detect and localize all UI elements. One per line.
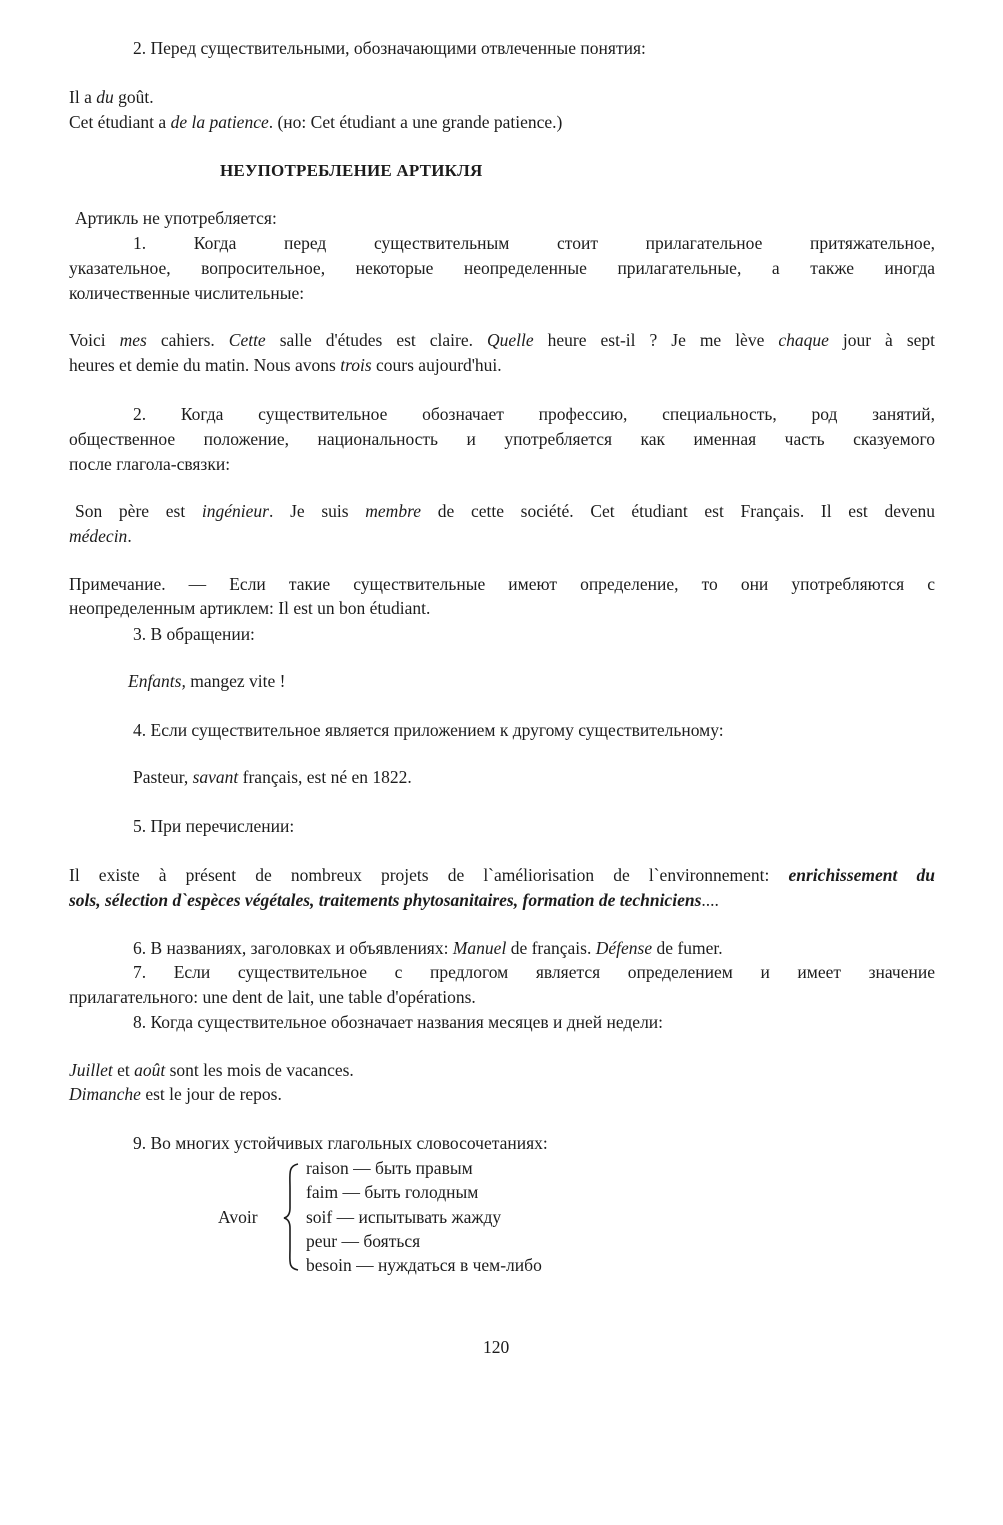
rule-2-line: 2. Когда существительное обозначает профессию, специальность, род занятий, — [133, 404, 935, 424]
example-line: Enfants, mangez vite ! — [128, 671, 286, 691]
rule-2-line: общественное положение, национальность и употребляется как именная часть сказуемого — [69, 429, 935, 449]
rule-3-heading: 3. В обращении: — [133, 624, 255, 644]
example-line: Il a du goût. — [69, 87, 154, 107]
intro-text: Артикль не употребляется: — [75, 208, 277, 228]
rule-1-line: указательное, вопросительное, некоторые неопределенные прилагательные, а также иногда — [69, 258, 935, 278]
rule-8-heading: 8. Когда существительное обозначает названия месяцев и дней недели: — [133, 1012, 664, 1032]
phrase-item: raison — быть правым — [306, 1158, 473, 1178]
phrase-item: peur — бояться — [306, 1231, 421, 1251]
example-line: Voici mes cahiers. Cette salle d'études est claire. Quelle heure est-il ? Je me lève chaque jour à sept — [69, 330, 936, 350]
example-line: Il existe à présent de nombreux projets de l`améliorisation de l`environnement: enrichissement du — [69, 865, 935, 885]
example-line: médecin. — [69, 526, 132, 546]
phrase-item: besoin — нуждаться в чем-либо — [306, 1255, 542, 1275]
example-line: sols, sélection d`espèces végétales, traitements phytosanitaires, formation de techniciens.... — [69, 890, 719, 910]
section-title: НЕУПОТРЕБЛЕНИЕ АРТИКЛЯ — [220, 161, 483, 180]
curly-brace-icon — [282, 1162, 302, 1272]
rule-4-heading: 4. Если существительное является приложением к другому существительному: — [133, 720, 724, 740]
rule-9-heading: 9. Во многих устойчивых глагольных словосочетаниях: — [133, 1133, 548, 1153]
phrase-item: soif — испытывать жажду — [306, 1207, 502, 1227]
verb-label: Avoir — [218, 1207, 258, 1227]
note-line: неопределенным артиклем: Il est un bon étudiant. — [69, 598, 431, 618]
example-line: Cet étudiant a de la patience. (но: Cet étudiant a une grande patience.) — [69, 112, 563, 132]
rule-5-heading: 5. При перечислении: — [133, 816, 295, 836]
rule-6-line: 6. В названиях, заголовках и объявлениях: Manuel de français. Défense de fumer. — [133, 938, 723, 958]
rule-7-line: прилагательного: une dent de lait, une table d'opérations. — [69, 987, 476, 1007]
rule-7-line: 7. Если существительное с предлогом является определением и имеет значение — [133, 962, 935, 982]
example-line: Juillet et août sont les mois de vacances. — [69, 1060, 354, 1080]
page-number: 120 — [483, 1337, 510, 1357]
example-line: Dimanche est le jour de repos. — [69, 1084, 282, 1104]
example-line: Pasteur, savant français, est né en 1822. — [133, 767, 412, 787]
example-line: heures et demie du matin. Nous avons trois cours aujourd'hui. — [69, 355, 502, 375]
phrase-item: faim — быть голодным — [306, 1182, 479, 1202]
note-line: Примечание. — Если такие существительные имеют определение, то они употребляются с — [69, 574, 935, 594]
example-line: Son père est ingénieur. Je suis membre de cette société. Cet étudiant est Français. Il est devenu — [75, 501, 935, 521]
rule-1-line: количественные числительные: — [69, 283, 305, 303]
rule-2-heading: 2. Перед существительными, обозначающими отвлеченные понятия: — [133, 38, 646, 58]
rule-1-line: 1. Когда перед существительным стоит прилагательное притяжательное, — [133, 233, 935, 253]
rule-2-line: после глагола-связки: — [69, 454, 231, 474]
